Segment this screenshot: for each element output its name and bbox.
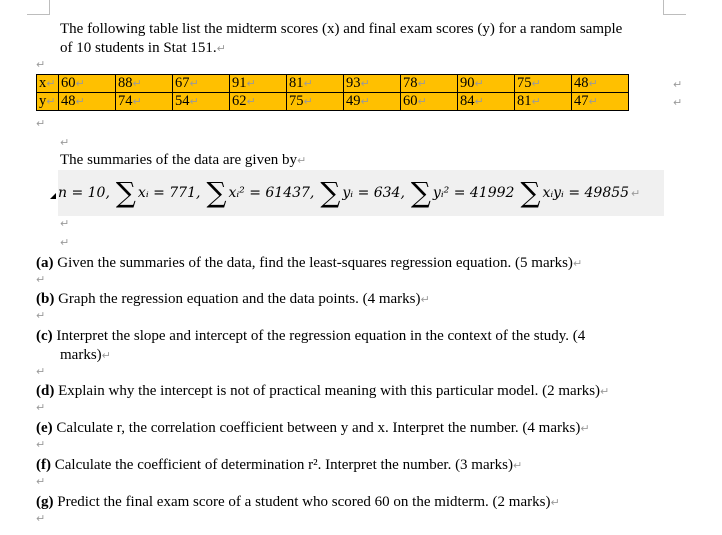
paragraph-mark: ↵ — [36, 438, 46, 451]
x-cell: 78↵ — [401, 75, 458, 93]
y-row-label: y↵ — [37, 93, 59, 111]
paragraph-mark: ↵ — [36, 401, 46, 414]
paragraph-mark: ↵ — [36, 117, 46, 130]
intro-line-1: The following table list the midterm scores (x) and final exam scores (y) for a random sample — [60, 21, 623, 37]
intro-line-2: of 10 students in Stat 151.↵ — [60, 40, 226, 56]
question-d: (d) Explain why the intercept is not of practical meaning with this particular model. (2 marks)↵ — [36, 383, 610, 399]
x-cell: 60↵ — [59, 75, 116, 93]
question-g: (g) Predict the final exam score of a student who scored 60 on the midterm. (2 marks)↵ — [36, 494, 560, 510]
x-row-label: x↵ — [37, 75, 59, 93]
summaries-intro: The summaries of the data are given by↵ — [60, 152, 307, 168]
y-cell: 49↵ — [344, 93, 401, 111]
question-f: (f) Calculate the coefficient of determination r². Interpret the number. (3 marks)↵ — [36, 457, 523, 473]
row-end-mark: ↵ — [673, 78, 683, 91]
n-term: n = 10, — [58, 185, 110, 201]
y-cell: 84↵ — [458, 93, 515, 111]
sum-x-term: xᵢ = 771, — [137, 185, 201, 201]
y-cell: 48↵ — [59, 93, 116, 111]
x-cell: 88↵ — [116, 75, 173, 93]
y-cell: 47↵ — [572, 93, 629, 111]
sigma-symbol: ∑ — [115, 176, 136, 209]
question-e: (e) Calculate r, the correlation coefficient between y and x. Interpret the number. (4 marks)↵ — [36, 420, 590, 436]
sum-xy-term: xᵢyᵢ = 49855 — [542, 185, 630, 201]
paragraph-mark: ↵ — [36, 512, 46, 525]
sigma-symbol: ∑ — [520, 176, 541, 209]
x-cell: 75↵ — [515, 75, 572, 93]
row-end-mark: ↵ — [673, 96, 683, 109]
y-cell: 60↵ — [401, 93, 458, 111]
paragraph-mark: ↵ — [36, 58, 46, 71]
margin-corner-top-right — [663, 0, 686, 15]
y-cell: 62↵ — [230, 93, 287, 111]
sigma-symbol: ∑ — [206, 176, 227, 209]
x-cell: 90↵ — [458, 75, 515, 93]
sigma-symbol: ∑ — [320, 176, 341, 209]
margin-corner-top-left — [27, 0, 50, 15]
sum-y-term: yᵢ = 634, — [342, 185, 405, 201]
sum-x2-term: xᵢ² = 61437, — [228, 185, 315, 201]
y-cell: 81↵ — [515, 93, 572, 111]
y-cell: 74↵ — [116, 93, 173, 111]
question-b: (b) Graph the regression equation and the data points. (4 marks)↵ — [36, 291, 430, 307]
x-cell: 93↵ — [344, 75, 401, 93]
paragraph-mark: ↵ — [36, 273, 46, 286]
y-row — [37, 93, 629, 111]
x-cell: 81↵ — [287, 75, 344, 93]
paragraph-mark: ↵ — [60, 136, 70, 149]
summaries-equation: n = 10, ∑ xᵢ = 771, ∑ xᵢ² = 61437, ∑ yᵢ = 634, ∑ yᵢ² = 41992 ∑ xᵢyᵢ = 49855 ↵ — [58, 170, 664, 216]
y-cell: 75↵ — [287, 93, 344, 111]
question-a: (a) Given the summaries of the data, find the least-squares regression equation. (5 marks)↵ — [36, 255, 583, 271]
sigma-symbol: ∑ — [410, 176, 431, 209]
paragraph-mark: ↵ — [36, 309, 46, 322]
x-cell: 91↵ — [230, 75, 287, 93]
sum-y2-term: yᵢ² = 41992 — [432, 185, 515, 201]
question-c-continued: marks)↵ — [60, 347, 111, 363]
paragraph-mark: ↵ — [60, 217, 70, 230]
question-c: (c) Interpret the slope and intercept of the regression equation in the context of the study. (4 — [36, 328, 586, 344]
x-cell: 48↵ — [572, 75, 629, 93]
x-row — [37, 75, 629, 93]
paragraph-mark: ↵ — [36, 365, 46, 378]
equation-handle[interactable] — [50, 193, 56, 199]
paragraph-mark: ↵ — [36, 475, 46, 488]
paragraph-mark: ↵ — [60, 236, 70, 249]
scores-table — [36, 74, 629, 111]
y-cell: 54↵ — [173, 93, 230, 111]
x-cell: 67↵ — [173, 75, 230, 93]
